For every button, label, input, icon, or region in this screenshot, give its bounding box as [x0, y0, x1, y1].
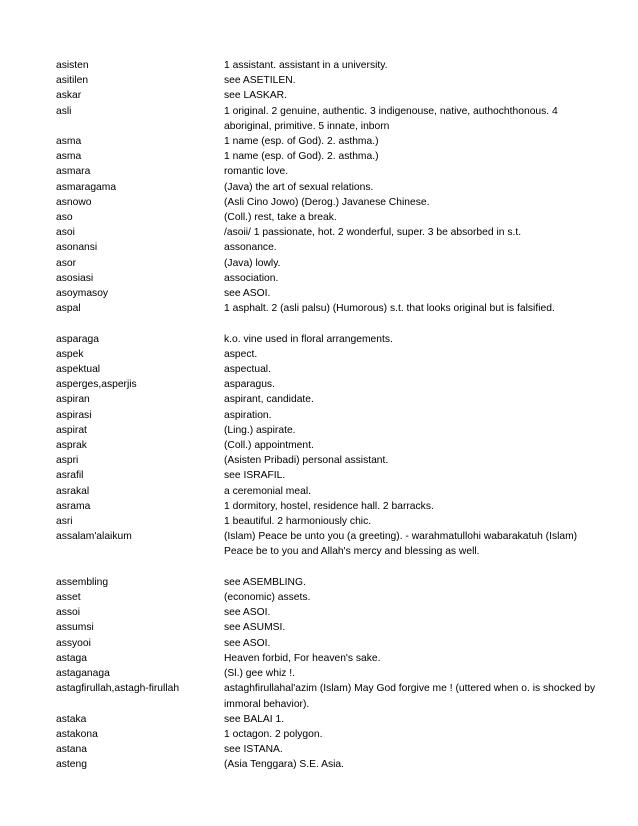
entry-term: assalam'alaikum	[56, 531, 132, 543]
entry-spacer	[56, 560, 596, 575]
entry-term: astaganaga	[56, 668, 110, 680]
entry-definition: aspirant, candidate.	[224, 394, 314, 406]
entry-definition: see ISRAFIL.	[224, 470, 286, 482]
entry-term: asri	[56, 516, 73, 528]
entry-term: asor	[56, 257, 77, 269]
entry-term: askar	[56, 90, 82, 102]
dictionary-entry	[56, 134, 596, 149]
entry-definition: see ASUMSI.	[224, 622, 286, 634]
entry-definition: aspiration.	[224, 409, 272, 421]
entry-term: assoi	[56, 607, 81, 619]
entry-term: astaga	[56, 652, 87, 664]
dictionary-entry	[56, 149, 596, 164]
dictionary-entry	[56, 377, 596, 392]
dictionary-entry	[56, 362, 596, 377]
entry-definition: 1 dormitory, hostel, residence hall. 2 barracks.	[224, 500, 434, 512]
dictionary-entry	[56, 195, 596, 210]
dictionary-entry	[56, 423, 596, 438]
entry-term: asmaragama	[56, 181, 117, 193]
entry-term: asoi	[56, 227, 75, 239]
entry-definition: see BALAI 1.	[224, 713, 285, 725]
entry-definition: aspectual.	[224, 364, 271, 376]
entry-definition: (Ling.) aspirate.	[224, 424, 296, 436]
entry-definition: (Asli Cino Jowo) (Derog.) Javanese Chinese.	[224, 196, 430, 208]
dictionary-entry	[56, 453, 596, 468]
entry-definition: assonance.	[224, 242, 277, 254]
entry-term: aspirasi	[56, 409, 92, 421]
entry-definition: (Asia Tenggara) S.E. Asia.	[224, 759, 345, 771]
dictionary-entry	[56, 301, 596, 316]
entry-definition: (Islam) Peace be unto you (a greeting). - warahmatullohi wabarakatuh (Islam) Peace be to you and Allah's mercy and blessing as well.	[224, 531, 578, 558]
dictionary-entry	[56, 742, 596, 757]
entry-definition: /asoii/ 1 passionate, hot. 2 wonderful, super. 3 be absorbed in s.t.	[224, 227, 522, 239]
entry-definition: 1 name (esp. of God). 2. asthma.)	[224, 151, 379, 163]
entry-definition: (Sl.) gee whiz !.	[224, 668, 295, 680]
entry-definition: see ASEMBLING.	[224, 576, 306, 588]
dictionary-entry	[56, 408, 596, 423]
dictionary-entry	[56, 575, 596, 590]
dictionary-entry	[56, 605, 596, 620]
entry-term: asma	[56, 151, 82, 163]
dictionary-entries	[56, 58, 596, 773]
dictionary-entry	[56, 499, 596, 514]
entry-term: aspri	[56, 455, 79, 467]
entry-definition: aspect.	[224, 348, 258, 360]
entry-term: astagfirullah,astagh-firullah	[56, 683, 180, 695]
entry-definition: (Java) the art of sexual relations.	[224, 181, 374, 193]
dictionary-entry	[56, 210, 596, 225]
dictionary-entry	[56, 712, 596, 727]
entry-definition: 1 asphalt. 2 (asli palsu) (Humorous) s.t. that looks original but is falsified.	[224, 303, 555, 315]
entry-definition: Heaven forbid, For heaven's sake.	[224, 652, 381, 664]
entry-definition: 1 octagon. 2 polygon.	[224, 728, 323, 740]
entry-term: assembling	[56, 576, 109, 588]
entry-term: assyooi	[56, 637, 91, 649]
dictionary-entry	[56, 620, 596, 635]
dictionary-entry	[56, 484, 596, 499]
entry-definition: 1 beautiful. 2 harmoniously chic.	[224, 516, 372, 528]
dictionary-entry	[56, 392, 596, 407]
dictionary-entry	[56, 636, 596, 651]
entry-definition: k.o. vine used in floral arrangements.	[224, 333, 393, 345]
entry-term: aso	[56, 212, 73, 224]
entry-term: asmara	[56, 166, 91, 178]
dictionary-entry	[56, 88, 596, 103]
entry-definition: 1 name (esp. of God). 2. asthma.)	[224, 136, 379, 148]
entry-definition: romantic love.	[224, 166, 289, 178]
entry-term: aspal	[56, 303, 81, 315]
entry-term: asrakal	[56, 485, 90, 497]
dictionary-entry	[56, 727, 596, 742]
entry-definition: (Coll.) appointment.	[224, 440, 314, 452]
dictionary-entry	[56, 681, 596, 711]
entry-term: asteng	[56, 759, 87, 771]
dictionary-entry	[56, 240, 596, 255]
entry-term: asma	[56, 136, 82, 148]
entry-definition: 1 original. 2 genuine, authentic. 3 indigenouse, native, authochthonous. 4 aboriginal, primitive. 5 innate, inborn	[224, 105, 558, 132]
dictionary-entry	[56, 514, 596, 529]
entry-definition: see ISTANA.	[224, 744, 283, 756]
entry-term: asonansi	[56, 242, 98, 254]
entry-term: asperges,asperjis	[56, 379, 137, 391]
entry-term: asrama	[56, 500, 91, 512]
dictionary-entry	[56, 590, 596, 605]
entry-term: aspektual	[56, 364, 101, 376]
entry-term: asosiasi	[56, 272, 94, 284]
dictionary-entry	[56, 104, 596, 134]
entry-definition: see ASOI.	[224, 288, 271, 300]
entry-term: asrafil	[56, 470, 84, 482]
entry-term: aspek	[56, 348, 84, 360]
dictionary-entry	[56, 180, 596, 195]
entry-term: asitilen	[56, 75, 89, 87]
entry-definition: see LASKAR.	[224, 90, 287, 102]
dictionary-entry	[56, 757, 596, 772]
dictionary-entry	[56, 271, 596, 286]
entry-term: aspiran	[56, 394, 90, 406]
entry-term: aspirat	[56, 424, 87, 436]
entry-definition: see ASETILEN.	[224, 75, 296, 87]
entry-definition: see ASOI.	[224, 637, 271, 649]
dictionary-entry	[56, 332, 596, 347]
entry-term: asoymasoy	[56, 288, 109, 300]
entry-term: asnowo	[56, 196, 92, 208]
dictionary-entry	[56, 58, 596, 73]
dictionary-entry	[56, 164, 596, 179]
dictionary-entry	[56, 256, 596, 271]
dictionary-entry	[56, 468, 596, 483]
dictionary-entry	[56, 73, 596, 88]
entry-definition: (economic) assets.	[224, 592, 311, 604]
entry-term: asli	[56, 105, 72, 117]
entry-definition: (Asisten Pribadi) personal assistant.	[224, 455, 389, 467]
entry-definition: (Java) lowly.	[224, 257, 281, 269]
dictionary-entry	[56, 651, 596, 666]
entry-term: asset	[56, 592, 81, 604]
entry-term: asprak	[56, 440, 87, 452]
dictionary-entry	[56, 529, 596, 559]
entry-definition: astaghfirullahal'azim (Islam) May God forgive me ! (uttered when o. is shocked by immoral behavior).	[224, 683, 596, 710]
entry-term: asparaga	[56, 333, 99, 345]
dictionary-entry	[56, 286, 596, 301]
entry-term: assumsi	[56, 622, 94, 634]
entry-definition: asparagus.	[224, 379, 275, 391]
entry-definition: 1 assistant. assistant in a university.	[224, 60, 388, 71]
entry-term: astaka	[56, 713, 87, 725]
entry-definition: see ASOI.	[224, 607, 271, 619]
entry-term: astana	[56, 744, 87, 756]
entry-definition: association.	[224, 272, 279, 284]
entry-term: astakona	[56, 728, 98, 740]
dictionary-entry	[56, 666, 596, 681]
dictionary-entry	[56, 438, 596, 453]
entry-definition: (Coll.) rest, take a break.	[224, 212, 337, 224]
dictionary-entry	[56, 225, 596, 240]
entry-definition: a ceremonial meal.	[224, 485, 311, 497]
dictionary-entry	[56, 347, 596, 362]
entry-term: asisten	[56, 60, 89, 71]
entry-spacer	[56, 316, 596, 331]
